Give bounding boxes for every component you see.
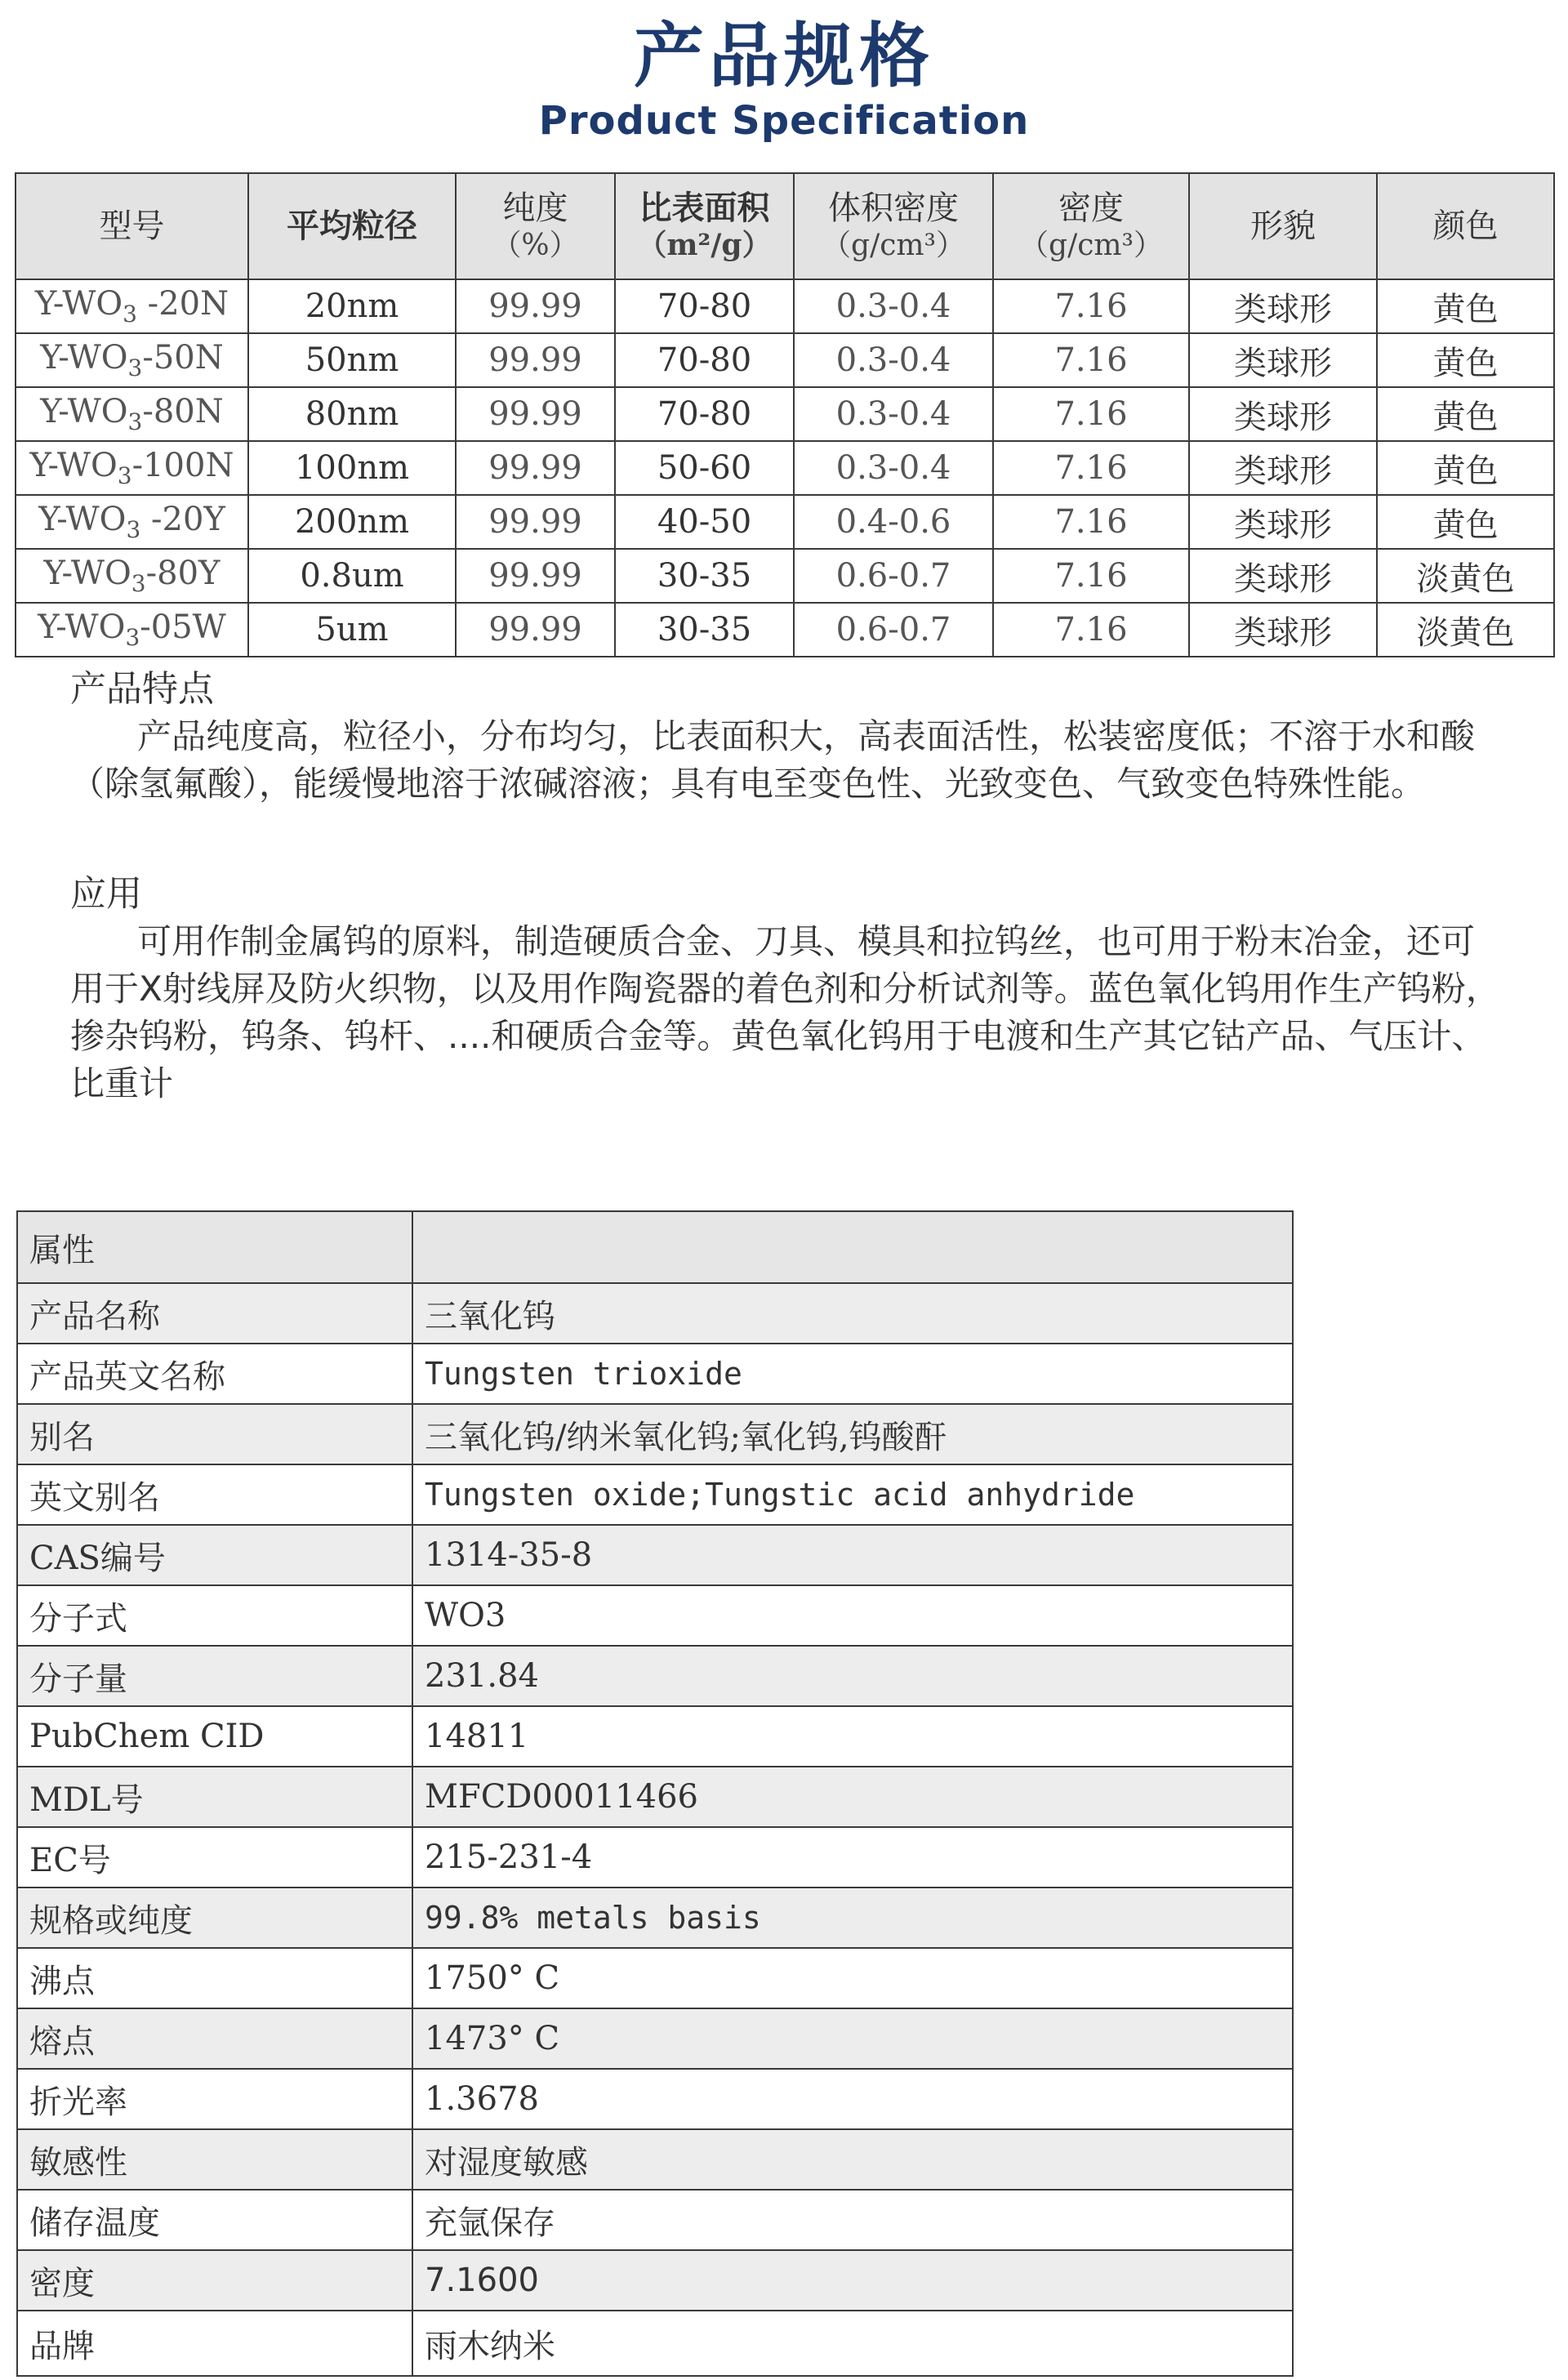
table-row [17,1525,1293,1585]
cell-color: 黄色 [1377,495,1554,549]
col-purity: 纯度 （%） [456,173,615,279]
cell-purity: 99.99 [456,387,615,441]
table-row [16,441,1554,495]
cell-particle: 200nm [248,495,456,549]
features-heading: 产品特点 [70,668,214,710]
cell-particle: 100nm [248,441,456,495]
cell-ssa: 70-80 [615,279,794,333]
cell-bulk-density: 0.3-0.4 [794,441,993,495]
property-value: 7.1600 [412,2250,1293,2311]
col-density: 密度 （g/cm³） [993,173,1189,279]
cell-color: 黄色 [1377,279,1554,333]
cell-density: 7.16 [993,387,1189,441]
property-label: 分子量 [17,1646,412,1706]
spec-table-header [16,173,1554,279]
table-row [16,333,1554,387]
cell-shape: 类球形 [1189,495,1377,549]
cell-color: 黄色 [1377,333,1554,387]
features-text: 产品纯度高，粒径小，分布均匀，比表面积大，高表面活性，松装密度低；不溶于水和酸（除氢氟酸），能缓慢地溶于浓碱溶液；具有电至变色性、光致变色、气致变色特殊性能。 [70,716,1476,804]
cell-bulk-density: 0.3-0.4 [794,387,993,441]
col-model: 型号 [16,173,248,279]
cell-ssa: 30-35 [615,603,794,657]
property-label: 别名 [17,1404,412,1464]
property-value: 215-231-4 [412,1827,1293,1888]
cell-particle: 80nm [248,387,456,441]
cell-particle: 20nm [248,279,456,333]
cell-ssa: 40-50 [615,495,794,549]
application-section [70,871,1508,1108]
table-row [17,2008,1293,2069]
col-particle: 平均粒径 [248,173,456,279]
table-row [17,1464,1293,1525]
cell-bulk-density: 0.6-0.7 [794,549,993,603]
cell-purity: 99.99 [456,441,615,495]
property-label: EC号 [17,1827,412,1888]
property-table-header [17,1211,1293,1283]
cell-color: 淡黄色 [1377,603,1554,657]
property-value: 对湿度敏感 [412,2129,1293,2190]
features-section [70,666,1508,808]
cell-shape: 类球形 [1189,549,1377,603]
table-row [17,1888,1293,1948]
cell-color: 黄色 [1377,387,1554,441]
table-row [16,279,1554,333]
spec-table [15,172,1555,657]
cell-purity: 99.99 [456,549,615,603]
cell-density: 7.16 [993,603,1189,657]
cell-purity: 99.99 [456,279,615,333]
property-header-label: 属性 [17,1211,412,1283]
cell-bulk-density: 0.4-0.6 [794,495,993,549]
property-value: Tungsten oxide;Tungstic acid anhydride [412,1464,1293,1525]
table-row [17,2129,1293,2190]
property-value: 1750° C [412,1948,1293,2008]
cell-model: $Y-WO_3-80N$ [16,387,248,441]
table-row [17,1404,1293,1464]
page-title: 产品规格 [634,16,934,97]
page-subtitle: Product Specification [538,98,1030,144]
table-row [17,1706,1293,1767]
property-header-value [412,1211,1293,1283]
cell-particle: 0.8um [248,549,456,603]
cell-model: $Y-WO_3-50N$ [16,333,248,387]
property-value: 1473° C [412,2008,1293,2069]
table-row [17,1948,1293,2008]
cell-shape: 类球形 [1189,279,1377,333]
property-label: 折光率 [17,2069,412,2129]
col-ssa: 比表面积 （m²/g） [615,173,794,279]
cell-density: 7.16 [993,495,1189,549]
property-value: 雨木纳米 [412,2311,1293,2376]
property-table [16,1210,1294,2377]
cell-shape: 类球形 [1189,387,1377,441]
col-bulk-density: 体积密度 （g/cm³） [794,173,993,279]
table-row [17,1827,1293,1888]
property-label: 沸点 [17,1948,412,2008]
property-value: Tungsten trioxide [412,1344,1293,1404]
property-label: 品牌 [17,2311,412,2376]
cell-shape: 类球形 [1189,441,1377,495]
table-row [17,1283,1293,1344]
property-value: 1314-35-8 [412,1525,1293,1585]
cell-density: 7.16 [993,333,1189,387]
property-value: 231.84 [412,1646,1293,1706]
table-row [17,1585,1293,1646]
property-label: 产品名称 [17,1283,412,1344]
cell-particle: 50nm [248,333,456,387]
property-label: 储存温度 [17,2190,412,2250]
property-value: MFCD00011466 [412,1767,1293,1827]
table-row [17,2311,1293,2376]
table-row [17,1646,1293,1706]
table-row [17,2069,1293,2129]
cell-density: 7.16 [993,441,1189,495]
cell-purity: 99.99 [456,333,615,387]
col-color: 颜色 [1377,173,1554,279]
cell-particle: 5um [248,603,456,657]
property-label: 英文别名 [17,1464,412,1525]
property-value: 三氧化钨/纳米氧化钨;氧化钨,钨酸酐 [412,1404,1293,1464]
cell-model: $Y-WO_3-80Y$ [16,549,248,603]
table-row [17,1767,1293,1827]
property-label: CAS编号 [17,1525,412,1585]
table-row [17,2190,1293,2250]
cell-color: 黄色 [1377,441,1554,495]
cell-purity: 99.99 [456,495,615,549]
cell-purity: 99.99 [456,603,615,657]
property-label: MDL号 [17,1767,412,1827]
col-shape: 形貌 [1189,173,1377,279]
application-text: 可用作制金属钨的原料，制造硬质合金、刀具、模具和拉钨丝，也可用于粉末冶金，还可用于X射线屏及防火织物，以及用作陶瓷器的着色剂和分析试剂等。蓝色氧化钨用作生产钨粉，掺杂钨粉，钨条、钨杆、....和硬质合金等。黄色氧化钨用于电渡和生产其它钴产品、气压计、比重计 [70,921,1500,1103]
cell-ssa: 50-60 [615,441,794,495]
property-label: 分子式 [17,1585,412,1646]
cell-shape: 类球形 [1189,333,1377,387]
cell-color: 淡黄色 [1377,549,1554,603]
table-row [16,549,1554,603]
cell-bulk-density: 0.3-0.4 [794,333,993,387]
property-label: 密度 [17,2250,412,2311]
property-value: 充氩保存 [412,2190,1293,2250]
table-row [17,1344,1293,1404]
table-row [16,387,1554,441]
table-row [16,495,1554,549]
property-label: 规格或纯度 [17,1888,412,1948]
cell-bulk-density: 0.6-0.7 [794,603,993,657]
cell-shape: 类球形 [1189,603,1377,657]
property-label: 熔点 [17,2008,412,2069]
property-value: 14811 [412,1706,1293,1767]
table-row [16,603,1554,657]
property-label: 产品英文名称 [17,1344,412,1404]
cell-ssa: 30-35 [615,549,794,603]
property-value: 99.8% metals basis [412,1888,1293,1948]
property-value: WO3 [412,1585,1293,1646]
cell-model: $Y-WO_3$ -20N [16,279,248,333]
cell-model: $Y-WO_3-05W$ [16,603,248,657]
property-value: 1.3678 [412,2069,1293,2129]
application-heading: 应用 [70,873,142,915]
property-value: 三氧化钨 [412,1283,1293,1344]
table-row [17,2250,1293,2311]
cell-model: $Y-WO_3$ -20Y [16,495,248,549]
cell-density: 7.16 [993,279,1189,333]
property-label: 敏感性 [17,2129,412,2190]
cell-ssa: 70-80 [615,387,794,441]
cell-ssa: 70-80 [615,333,794,387]
cell-bulk-density: 0.3-0.4 [794,279,993,333]
cell-density: 7.16 [993,549,1189,603]
property-label: PubChem CID [17,1706,412,1767]
cell-model: $Y-WO_3-100N$ [16,441,248,495]
